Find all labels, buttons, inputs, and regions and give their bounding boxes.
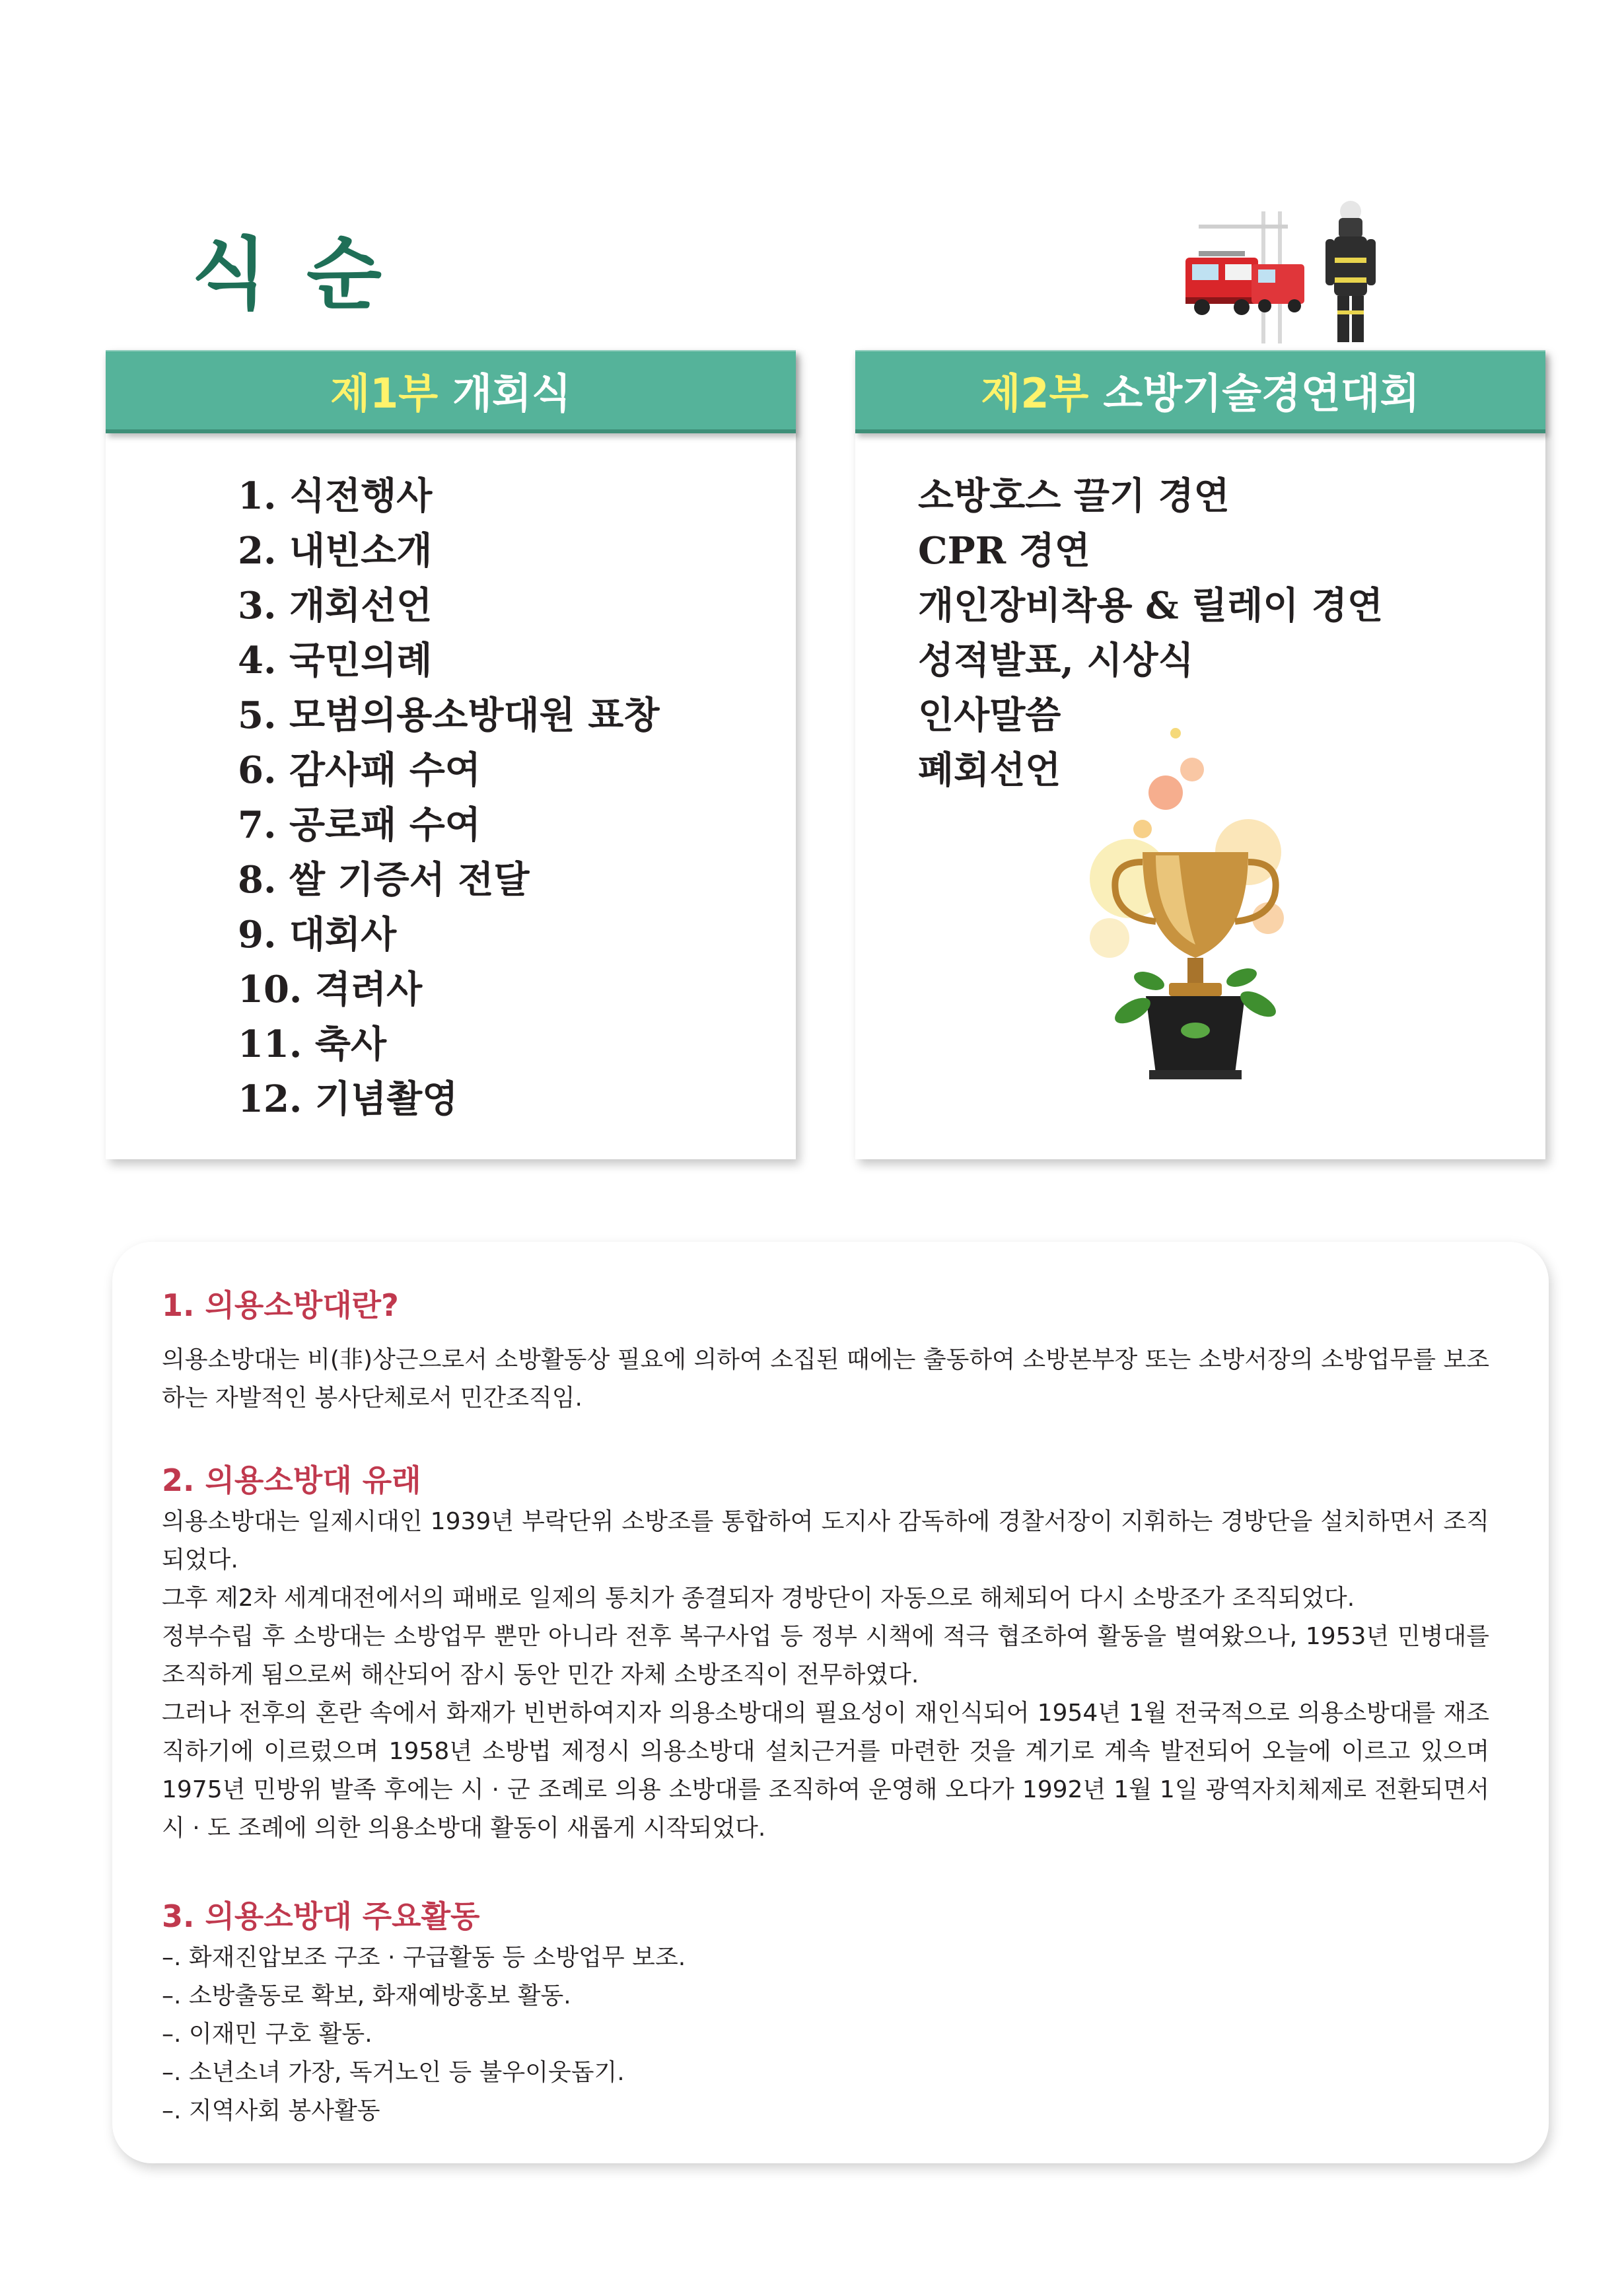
list-item: 1. 식전행사 bbox=[238, 474, 433, 518]
part1-title: 개회식 bbox=[452, 369, 571, 417]
list-item: –. 이재민 구호 활동. bbox=[162, 2021, 372, 2048]
list-item: 8. 쌀 기증서 전달 bbox=[238, 858, 530, 902]
list-item: 성적발표, 시상식 bbox=[918, 639, 1194, 682]
list-item: 10. 격려사 bbox=[238, 968, 423, 1011]
section-body bbox=[162, 1503, 1489, 1848]
part2-header bbox=[855, 350, 1545, 433]
part2-title: 소방기술경연대회 bbox=[1103, 369, 1420, 417]
list-item: 11. 축사 bbox=[238, 1023, 387, 1066]
paragraph: 정부수립 후 소방대는 소방업무 뿐만 아니라 전후 복구사업 등 정부 시책에 적극 협조하여 활동을 벌여왔으나, 1953년 민병대를 조직하게 됨으로써 해산되어 잠시 동안 민간 자체 소방조직이 전무하였다. bbox=[162, 1623, 1489, 1688]
part1-label: 제1부 bbox=[330, 369, 439, 417]
part1-header bbox=[106, 350, 796, 433]
firefighter-illustration bbox=[1172, 198, 1384, 350]
section-heading: 2. 의용소방대 유래 bbox=[162, 1462, 421, 1498]
list-item: 3. 개회선언 bbox=[238, 584, 433, 628]
list-item: 12. 기념촬영 bbox=[238, 1077, 458, 1121]
list-item: 소방호스 끌기 경연 bbox=[918, 474, 1230, 518]
list-item: 개인장비착용 & 릴레이 경연 bbox=[918, 584, 1384, 628]
paragraph: 그후 제2차 세계대전에서의 패배로 일제의 통치가 종결되자 경방단이 자동으로 해체되어 다시 소방조가 조직되었다. bbox=[162, 1585, 1355, 1612]
section-heading: 3. 의용소방대 주요활동 bbox=[162, 1898, 480, 1934]
firefighter-icon bbox=[1325, 201, 1376, 342]
part1-list bbox=[238, 469, 659, 1127]
info-box bbox=[112, 1242, 1549, 2163]
list-item: 인사말씀 bbox=[918, 694, 1061, 737]
list-item: 9. 대회사 bbox=[238, 913, 397, 956]
list-item: 4. 국민의례 bbox=[238, 639, 433, 682]
list-item: –. 소방출동로 확보, 화재예방홍보 활동. bbox=[162, 1982, 571, 2009]
trophy-illustration bbox=[1070, 720, 1288, 1090]
part2-label: 제2부 bbox=[981, 369, 1089, 417]
paragraph: 의용소방대는 일제시대인 1939년 부락단위 소방조를 통합하여 도지사 감독하에 경찰서장이 지휘하는 경방단을 설치하면서 조직되었다. bbox=[162, 1508, 1489, 1573]
section-heading: 1. 의용소방대란? bbox=[162, 1287, 399, 1323]
paragraph: 그러나 전후의 혼란 속에서 화재가 빈번하여지자 의용소방대의 필요성이 재인식되어 1954년 1월 전국적으로 의용소방대를 재조직하기에 이르렀으며 1958년 소방법 제정시 의용소방대 설치근거를 마련한 것을 계기로 계속 발전되어 오늘에 이르고 있으며 1975년 민방위 발족 후에는 시 · 군 조례로 의용 소방대를 조직하여 운영해 오다가 1992년 1월 1일 광역자치체제로 전환되면서 시 · 도 조례에 의한 의용소방대 활동이 새롭게 시작되었다. bbox=[162, 1700, 1489, 1842]
list-item: 2. 내빈소개 bbox=[238, 529, 433, 573]
list-item: 5. 모범의용소방대원 표창 bbox=[238, 694, 660, 737]
list-item: –. 화재진압보조 구조 · 구급활동 등 소방업무 보조. bbox=[162, 1944, 686, 1971]
page-title: 식순 bbox=[192, 229, 421, 320]
list-item: 폐회선언 bbox=[918, 748, 1061, 792]
list-item: 6. 감사패 수여 bbox=[238, 748, 481, 792]
list-item: –. 지역사회 봉사활동 bbox=[162, 2097, 380, 2124]
section-body bbox=[162, 1939, 1489, 2130]
paragraph: 의용소방대는 비(非)상근으로서 소방활동상 필요에 의하여 소집된 때에는 출동하여 소방본부장 또는 소방서장의 소방업무를 보조하는 자발적인 봉사단체로서 민간조직임. bbox=[162, 1346, 1489, 1412]
list-item: 7. 공로패 수여 bbox=[238, 803, 481, 847]
list-item: –. 소년소녀 가장, 독거노인 등 불우이웃돕기. bbox=[162, 2059, 625, 2086]
section-body bbox=[162, 1341, 1489, 1418]
list-item: CPR 경연 bbox=[918, 529, 1090, 573]
fire-truck-icon bbox=[1185, 251, 1258, 315]
part1-panel bbox=[106, 350, 796, 1159]
